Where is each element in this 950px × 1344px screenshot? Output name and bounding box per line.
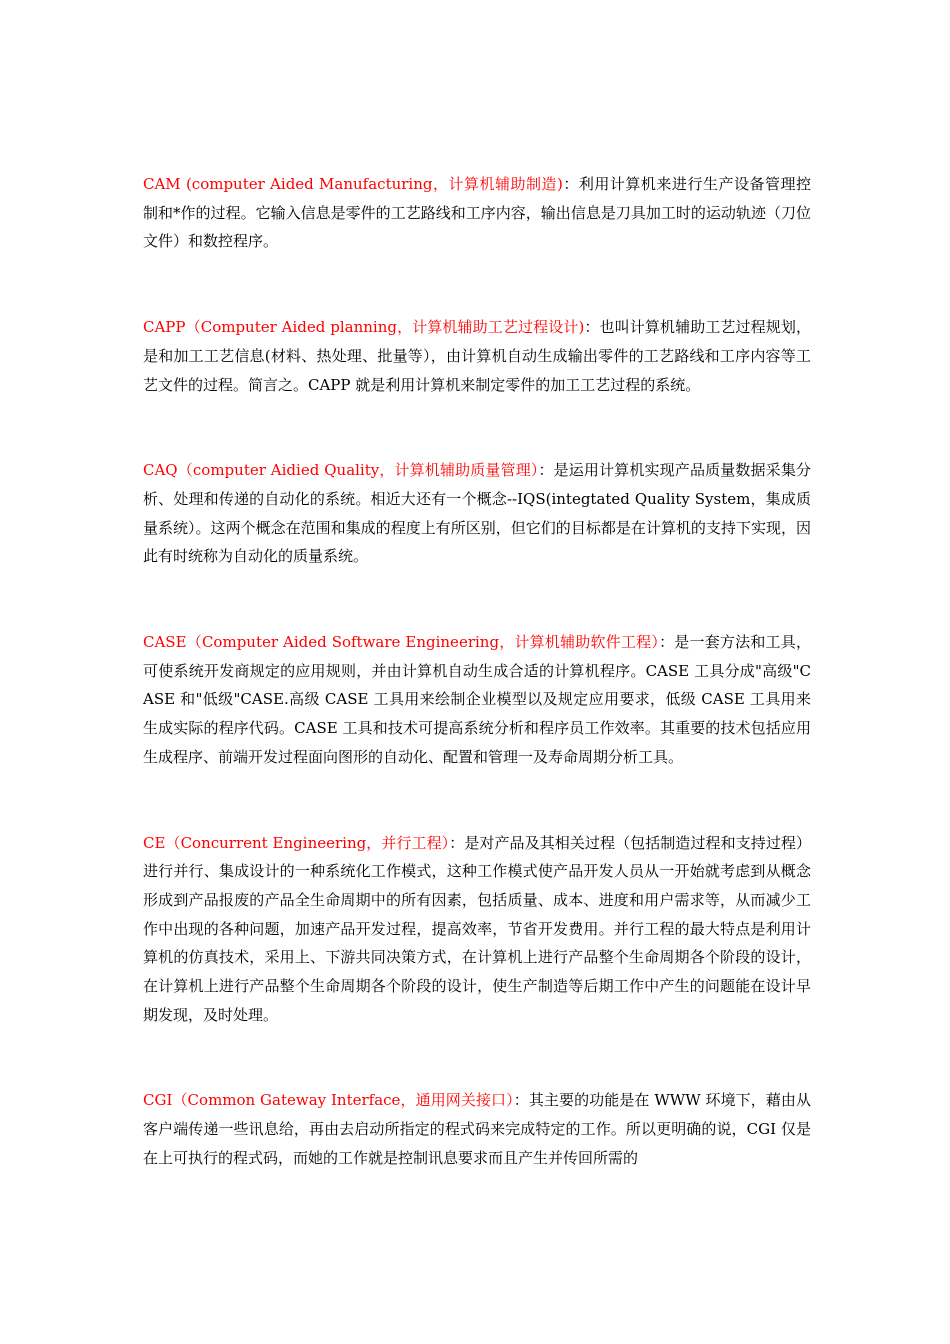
entry-term: CAPP（Computer Aided planning，计算机辅助工艺过程设计) xyxy=(143,318,585,337)
entry-description: ：其主要的功能是在 WWW 环境下，藉由从客户端传递一些讯息给，再由去启动所指定的程式码来完成特定的工作。所以更明确的说，CGI 仅是在上可执行的程式码，而她的工作就是控制讯息要求而且产生并传回所需的 xyxy=(143,1091,812,1167)
document-page xyxy=(143,170,811,1173)
entry-description: ：是运用计算机实现产品质量数据采集分析、处理和传递的自动化的系统。相近大还有一个概念--IQS(integtated Quality System，集成质量系统）。这两个概念在范围和集成的程度上有所区别，但它们的目标都是在计算机的支持下实现，因此有时统称为自动化的质量系统。 xyxy=(143,461,811,566)
entry-term: CE（Concurrent Engineering，并行工程） xyxy=(143,833,450,852)
glossary-entry-ce xyxy=(143,829,811,1030)
glossary-entry-cam xyxy=(143,170,811,256)
entry-term: CGI（Common Gateway Interface，通用网关接口） xyxy=(143,1091,514,1110)
entry-description: ：利用计算机来进行生产设备管理控制和*作的过程。它输入信息是零件的工艺路线和工序内容，输出信息是刀具加工时的运动轨迹（刀位文件）和数控程序。 xyxy=(143,175,811,251)
entry-description: ：是一套方法和工具，可使系统开发商规定的应用规则，并由计算机自动生成合适的计算机程序。CASE 工具分成"高级"CASE 和"低级"CASE.高级 CASE 工具用来绘制企业模型以及规定应用要求，低级 CASE 工具用来生成实际的程序代码。CASE 工具和技术可提高系统分析和程序员工作效率。其重要的技术包括应用生成程序、前端开发过程面向图形的自动化、配置和管理一及寿命周期分析工具。 xyxy=(143,633,811,766)
glossary-entry-caq xyxy=(143,456,811,571)
glossary-entry-case xyxy=(143,628,811,772)
entry-description: ：也叫计算机辅助工艺过程规划，是和加工工艺信息(材料、热处理、批量等），由计算机自动生成输出零件的工艺路线和工序内容等工艺文件的过程。简言之。CAPP 就是利用计算机来制定零件的加工工艺过程的系统。 xyxy=(143,318,811,394)
glossary-entry-capp xyxy=(143,313,811,399)
entry-description: ：是对产品及其相关过程（包括制造过程和支持过程）进行并行、集成设计的一种系统化工作模式，这种工作模式使产品开发人员从一开始就考虑到从概念形成到产品报废的产品全生命周期中的所有因素，包括质量、成本、进度和用户需求等，从而减少工作中出现的各种问题，加速产品开发过程，提高效率，节省开发费用。并行工程的最大特点是利用计算机的仿真技术，采用上、下游共同决策方式，在计算机上进行产品整个生命周期各个阶段的设计，在计算机上进行产品整个生命周期各个阶段的设计，使生产制造等后期工作中产生的问题能在设计早期发现，及时处理。 xyxy=(143,833,811,1024)
entry-term: CASE（Computer Aided Software Engineering，计算机辅助软件工程） xyxy=(143,633,660,652)
glossary-entry-cgi xyxy=(143,1086,811,1172)
entry-term: CAM (computer Aided Manufacturing，计算机辅助制造) xyxy=(143,175,563,193)
entry-term: CAQ（computer Aidied Quality，计算机辅助质量管理） xyxy=(143,461,539,480)
